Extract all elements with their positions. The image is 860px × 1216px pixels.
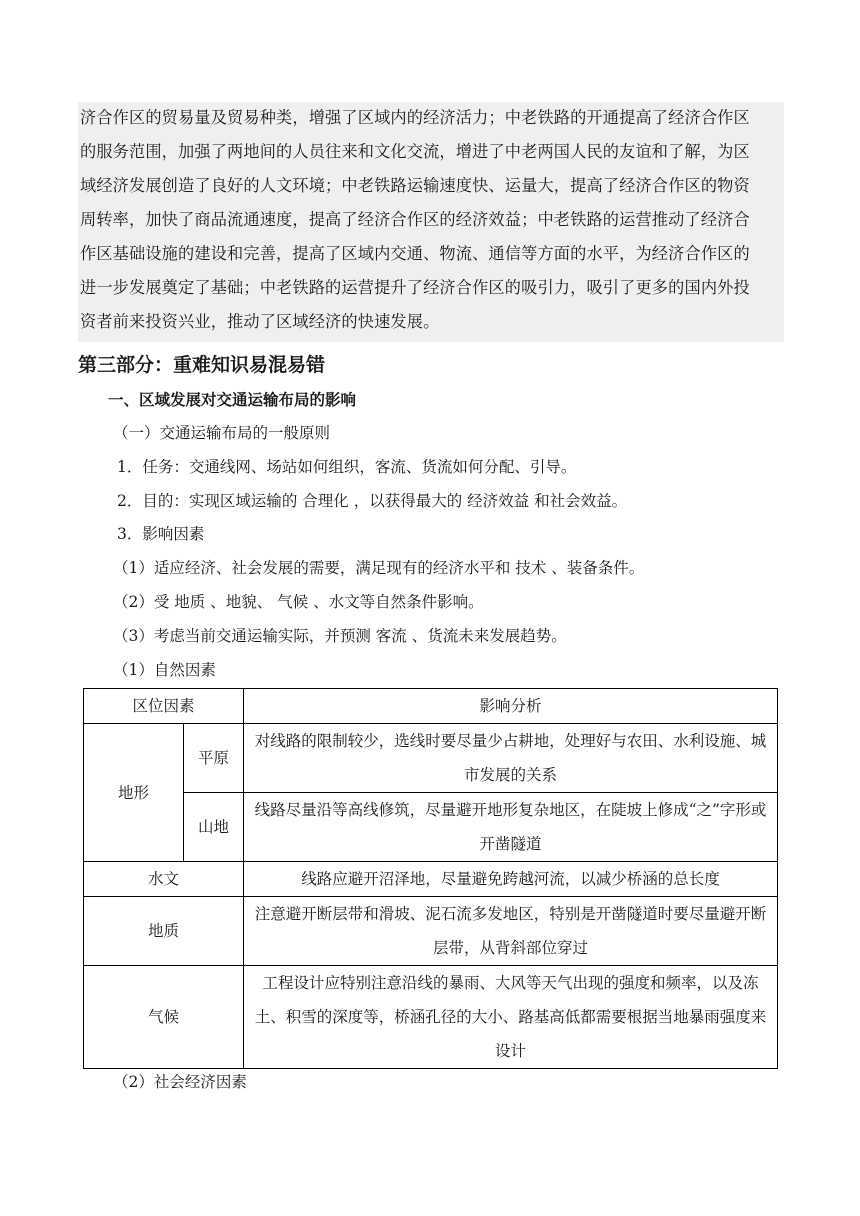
natural-factors-heading: （1）自然因素 (113, 661, 216, 679)
item-goal: 2．目的：实现区域运输的 合理化 ，以获得最大的 经济效益 和社会效益。 (117, 492, 628, 510)
item-factors: 3．影响因素 (117, 525, 205, 543)
table-row (84, 862, 778, 897)
cell-plain-analysis: 对线路的限制较少，选线时要尽量少占耕地，处理好与农田、水利设施、城市发展的关系 (244, 724, 778, 793)
table-row (84, 897, 778, 966)
paragraph-line-4: 周转率，加快了商品流通速度，提高了经济合作区的经济效益；中老铁路的运营推动了经济合 (80, 210, 750, 229)
cell-mountain: 山地 (184, 793, 244, 862)
header-analysis: 影响分析 (244, 689, 778, 724)
table-row (84, 793, 778, 862)
paragraph-line-1: 济合作区的贸易量及贸易种类，增强了区域内的经济活力；中老铁路的开通提高了经济合作区 (80, 108, 750, 127)
part-heading: 第三部分：重难知识易混易错 (78, 354, 326, 376)
cell-hydrology-analysis: 线路应避开沼泽地，尽量避免跨越河流，以减少桥涵的总长度 (244, 862, 778, 897)
paragraph-line-5: 作区基础设施的建设和完善，提高了区域内交通、物流、通信等方面的水平，为经济合作区的 (80, 244, 750, 263)
cell-geology: 地质 (84, 897, 244, 966)
cell-climate-analysis: 工程设计应特别注意沿线的暴雨、大风等天气出现的强度和频率，以及冻土、积雪的深度等，桥涵孔径的大小、路基高低都需要根据当地暴雨强度来设计 (244, 966, 778, 1069)
table-row (84, 966, 778, 1069)
paragraph-line-3: 域经济发展创造了良好的人文环境；中老铁路运输速度快、运量大，提高了经济合作区的物资 (80, 176, 750, 195)
paragraph-line-6: 进一步发展奠定了基础；中老铁路的运营提升了经济合作区的吸引力，吸引了更多的国内外投 (80, 278, 750, 297)
factor-3: （3）考虑当前交通运输实际，并预测 客流 、货流未来发展趋势。 (113, 627, 567, 645)
factor-table (83, 688, 778, 1069)
factor-1: （1）适应经济、社会发展的需要，满足现有的经济水平和 技术 、装备条件。 (113, 559, 645, 577)
factor-2: （2）受 地质 、地貌、 气候 、水文等自然条件影响。 (113, 593, 484, 611)
cell-mountain-analysis: 线路尽量沿等高线修筑，尽量避开地形复杂地区，在陡坡上修成“之”字形或开凿隧道 (244, 793, 778, 862)
cell-hydrology: 水文 (84, 862, 244, 897)
table-row (84, 724, 778, 793)
section-heading: 一、区域发展对交通运输布局的影响 (108, 391, 357, 409)
cell-geology-analysis: 注意避开断层带和滑坡、泥石流多发地区，特别是开凿隧道时要尽量避开断层带，从背斜部位穿过 (244, 897, 778, 966)
socioeconomic-factors-heading: （2）社会经济因素 (113, 1073, 247, 1091)
item-task: 1．任务：交通线网、场站如何组织，客流、货流如何分配、引导。 (117, 458, 577, 476)
sub-heading: （一）交通运输布局的一般原则 (113, 424, 331, 442)
paragraph-line-2: 的服务范围，加强了两地间的人员往来和文化交流，增进了中老两国人民的友谊和了解，为区 (80, 142, 750, 161)
cell-climate: 气候 (84, 966, 244, 1069)
paragraph-line-7: 资者前来投资兴业，推动了区域经济的快速发展。 (80, 312, 440, 331)
header-factor: 区位因素 (84, 689, 244, 724)
table-header-row (84, 689, 778, 724)
cell-plain: 平原 (184, 724, 244, 793)
cell-terrain: 地形 (84, 724, 184, 862)
